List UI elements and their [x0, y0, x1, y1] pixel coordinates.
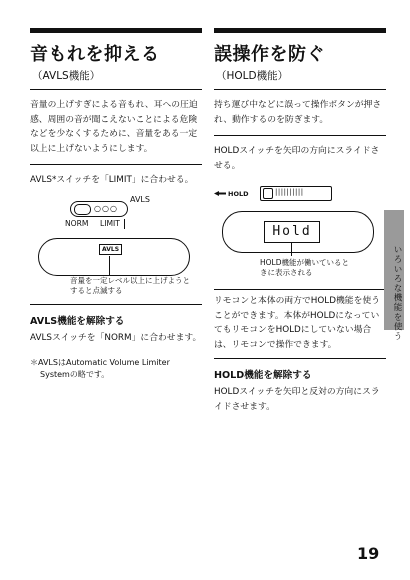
divider [214, 89, 386, 90]
avls-step: AVLS*スイッチを「LIMIT」に合わせる。 [30, 175, 194, 185]
footnote-line: Systemの略です。 [40, 370, 110, 379]
divider [214, 289, 386, 290]
chapter-tab-label: いろいろな機能を使う [392, 245, 402, 341]
divider [30, 164, 202, 165]
hold-subtitle: （HOLD機能） [216, 70, 289, 82]
page-number: 19 [357, 544, 380, 563]
divider [30, 304, 202, 305]
hold-switch-knob [263, 188, 273, 199]
divider [214, 135, 386, 136]
leader-line [291, 242, 292, 256]
leader-line [124, 219, 125, 229]
hold-section [214, 28, 386, 414]
hold-release-title: HOLD機能を解除する [214, 370, 312, 381]
switch-label-avls: AVLS [130, 194, 150, 204]
hold-switch-label: HOLD [228, 190, 249, 198]
hold-display-diagram [214, 211, 386, 289]
hold-intro: 持ち運び中などに誤って操作ボタンが押され、動作するのを防ぎます。 [214, 100, 382, 125]
section-rule [214, 28, 386, 33]
grip-ridges-icon: |||||||||| [275, 188, 304, 196]
avls-intro: 音量の上げすぎによる音もれ、耳への圧迫感、周囲の音が聞こえないことによる危険などを少なくするために、音量をある一定以上に上げないようにします。 [30, 100, 198, 154]
section-rule [30, 28, 202, 33]
leader-line [109, 256, 110, 276]
footnote-line: ＊AVLSはAutomatic Volume Limiter [30, 358, 170, 367]
avls-display-diagram [30, 238, 202, 298]
avls-switch-knob [74, 204, 91, 215]
hold-switch-diagram [214, 179, 386, 211]
slide-arrow-icon [214, 191, 226, 196]
hold-caption: HOLD機能が働いているときに表示される [260, 258, 349, 277]
avls-release-text: AVLSスイッチを「NORM」に合わせます。 [30, 332, 202, 343]
hold-title: 誤操作を防ぐ [214, 44, 325, 65]
avls-indicator: AVLS [99, 244, 122, 255]
avls-caption: 音量を一定レベル以上に上げようとすると点滅する [70, 275, 190, 295]
hold-note: リモコンと本体の両方でHOLD機能を使うことができます。本体がHOLDになっていてもリモコンをHOLDにしていない場合は、リモコンで操作できます。 [214, 296, 380, 350]
avls-release-title: AVLS機能を解除する [30, 315, 125, 327]
grip-dots-icon: ○○○ [94, 203, 118, 213]
avls-title: 音もれを抑える [30, 44, 160, 65]
avls-switch-diagram [30, 194, 202, 238]
hold-step: HOLDスイッチを矢印の方向にスライドさせる。 [214, 146, 380, 171]
lcd-readout: Hold [264, 221, 320, 243]
avls-footnote [30, 357, 202, 381]
divider [214, 358, 386, 359]
hold-release-text: HOLDスイッチを矢印と反対の方向にスライドさせます。 [214, 387, 380, 412]
divider [30, 89, 202, 90]
switch-label-limit: LIMIT [100, 218, 120, 228]
avls-subtitle: （AVLS機能） [32, 70, 101, 82]
avls-section [30, 28, 202, 381]
switch-label-norm: NORM [65, 218, 89, 228]
